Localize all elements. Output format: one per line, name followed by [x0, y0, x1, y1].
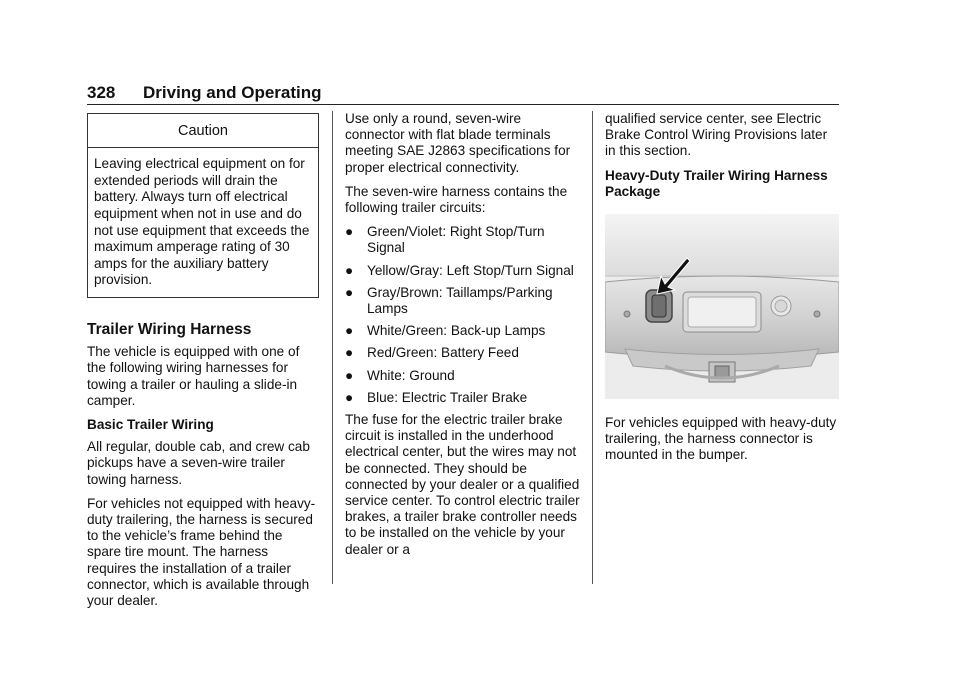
sub-heading: Heavy-Duty Trailer Wiring Harness Package: [605, 167, 828, 199]
section-heading: Trailer Wiring Harness: [87, 320, 252, 338]
list-item: [345, 263, 581, 279]
paragraph: [605, 111, 841, 160]
bullet: ●: [345, 389, 354, 405]
bullet: ●: [345, 323, 354, 339]
list-item: [345, 224, 581, 256]
bullet: ●: [345, 224, 354, 240]
list-item-text: White: Ground: [367, 367, 455, 383]
list-item-text: Yellow/Gray: Left Stop/Turn Signal: [367, 262, 574, 278]
bullet: ●: [345, 345, 354, 361]
column-divider: [592, 111, 593, 584]
column-divider: [332, 111, 333, 584]
chapter-title: Driving and Operating: [143, 83, 322, 102]
page-number: 328: [87, 83, 116, 102]
list-item: [345, 323, 581, 339]
paragraph: All regular, double cab, and crew cab pickups have a seven-wire trailer towing harness.: [87, 439, 310, 487]
sub-heading: Basic Trailer Wiring: [87, 416, 214, 432]
cross-reference-link[interactable]: Electric Brake Control Wiring Provisions: [605, 111, 822, 143]
paragraph: The seven-wire harness contains the following trailer circuits:: [345, 183, 568, 216]
column-2: [345, 111, 581, 566]
list-item: [345, 390, 581, 406]
paragraph: For vehicles equipped with heavy-duty trailering, the harness connector is mounted in the bumper.: [605, 415, 837, 463]
circuit-list: [345, 224, 581, 406]
paragraph: For vehicles not equipped with heavy-duty trailering, the harness is secured to the vehicle’s frame behind the spare tire mount. The harness requires the installation of a trailer connector, which is available through your dealer.: [87, 495, 316, 608]
list-item-text: Red/Green: Battery Feed: [367, 345, 519, 361]
bumper-illustration-svg: [605, 214, 839, 399]
caution-title: Caution: [88, 114, 318, 148]
caution-box: [87, 113, 319, 298]
list-item-text: White/Green: Back-up Lamps: [367, 323, 546, 339]
bullet: ●: [345, 367, 354, 383]
page-header: [87, 83, 839, 105]
bullet: ●: [345, 284, 354, 300]
paragraph: The fuse for the electric trailer brake circuit is installed in the underhood electrical center, but the wires may not be connected. They should be connected by your dealer or a qualified service center. To control electric trailer brakes, a trailer brake controller needs to be installed on the vehicle by your dealer or a: [345, 412, 580, 557]
list-item: [345, 285, 581, 317]
paragraph-lead: qualified service center, see: [605, 111, 773, 126]
list-item: [345, 345, 581, 361]
header-rule: [87, 104, 839, 105]
paragraph-tail: later in this section.: [605, 127, 828, 159]
list-item-text: Green/Violet: Right Stop/Turn Signal: [367, 224, 545, 256]
list-item: [345, 368, 581, 384]
bullet: ●: [345, 262, 354, 278]
list-item-text: Gray/Brown: Taillamps/Parking Lamps: [367, 284, 553, 317]
paragraph: The vehicle is equipped with one of the following wiring harnesses for towing a trailer or hauling a slide-in camper.: [87, 344, 300, 408]
column-1: [87, 113, 319, 617]
column-3: [605, 111, 841, 472]
paragraph: Use only a round, seven-wire connector with flat blade terminals meeting SAE J2863 specifications for proper electrical connectivity.: [345, 111, 571, 175]
list-item-text: Blue: Electric Trailer Brake: [367, 389, 528, 405]
bumper-harness-illustration: [605, 214, 839, 399]
caution-text: Leaving electrical equipment on for extended periods will drain the battery. Always turn off electrical equipment when not in use and do not use equipment that exceeds the maximum amperage rating of 30 amps for the auxiliary battery provision.: [94, 156, 310, 288]
